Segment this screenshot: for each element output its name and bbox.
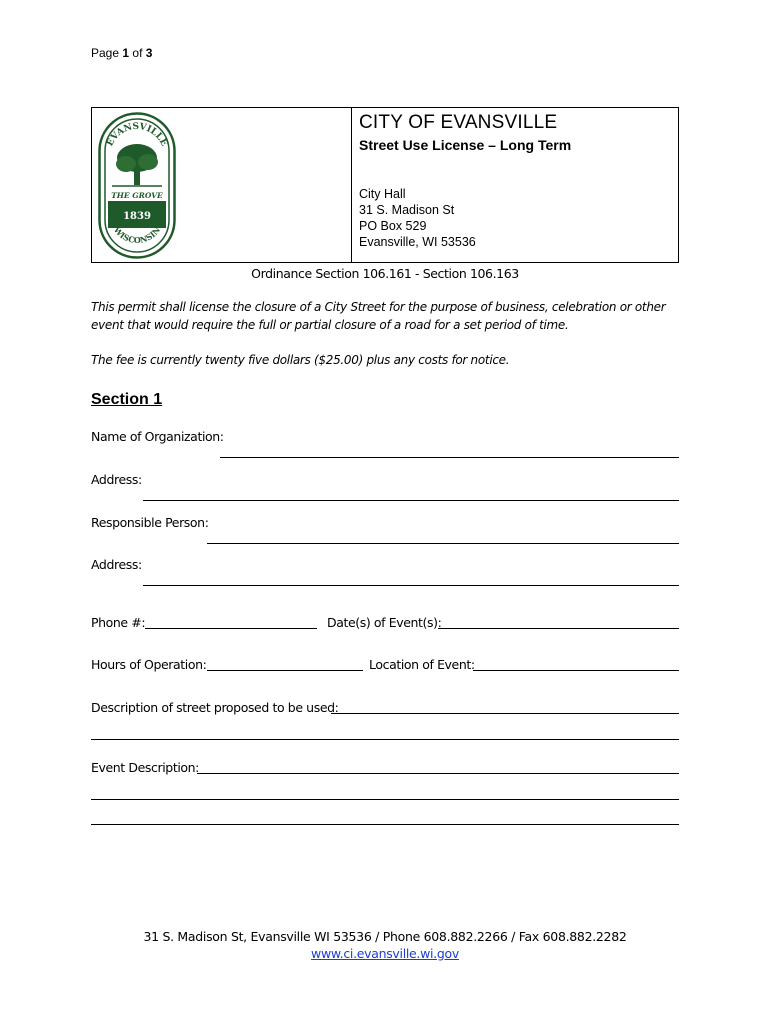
location-field[interactable] (473, 670, 679, 671)
svg-text:EVANSVILLE: EVANSVILLE (105, 121, 169, 148)
ordinance-reference: Ordinance Section 106.161 - Section 106.163 (251, 266, 519, 281)
event-dates-label: Date(s) of Event(s): (327, 615, 442, 630)
hours-label: Hours of Operation: (91, 657, 207, 672)
hours-field[interactable] (207, 670, 363, 671)
event-description-field[interactable] (197, 773, 679, 774)
svg-text:THE GROVE: THE GROVE (111, 191, 163, 200)
location-label: Location of Event: (369, 657, 475, 672)
address-label: Address: (91, 472, 142, 487)
city-seal-logo (98, 112, 176, 259)
license-title: Street Use License – Long Term (359, 137, 572, 153)
address-line: 31 S. Madison St (359, 203, 455, 217)
header-box (91, 107, 679, 263)
city-name: CITY OF EVANSVILLE (359, 112, 558, 133)
phone-label: Phone #: (91, 615, 146, 630)
page-label: Page (91, 46, 120, 60)
phone-field[interactable] (145, 628, 317, 629)
responsible-address-field[interactable] (143, 585, 679, 586)
address-line: Evansville, WI 53536 (359, 235, 476, 249)
svg-text:WISCONSIN: WISCONSIN (111, 224, 163, 246)
page-of: of (132, 46, 143, 60)
event-description-field-line[interactable] (91, 824, 679, 825)
svg-text:1839: 1839 (123, 211, 151, 222)
org-name-field[interactable] (220, 457, 679, 458)
page-current: 1 (122, 46, 130, 60)
header-divider (351, 108, 352, 262)
page-total: 3 (145, 46, 153, 60)
address-line: City Hall (359, 187, 406, 201)
responsible-person-field[interactable] (207, 543, 679, 544)
event-dates-field[interactable] (438, 628, 679, 629)
street-description-field-line[interactable] (91, 739, 679, 740)
website-link[interactable]: www.ci.evansville.wi.gov (311, 946, 459, 961)
org-name-label: Name of Organization: (91, 429, 224, 444)
event-description-label: Event Description: (91, 760, 199, 775)
street-description-field[interactable] (331, 713, 679, 714)
intro-paragraph: This permit shall license the closure of a City Street for the purpose of business, celebration or other event that would require the full or partial closure of a road for a set period of time. (91, 300, 666, 332)
footer-website (0, 946, 770, 961)
event-description-field-line[interactable] (91, 799, 679, 800)
street-description-label: Description of street proposed to be used: (91, 700, 339, 715)
responsible-address-label: Address: (91, 557, 142, 572)
page-number (91, 46, 152, 60)
footer-contact: 31 S. Madison St, Evansville WI 53536 / Phone 608.882.2266 / Fax 608.882.2282 (143, 929, 627, 944)
responsible-person-label: Responsible Person: (91, 515, 209, 530)
section-heading: Section 1 (91, 391, 163, 408)
address-field[interactable] (143, 500, 679, 501)
address-line: PO Box 529 (359, 219, 427, 233)
fee-paragraph: The fee is currently twenty five dollars ($25.00) plus any costs for notice. (91, 353, 510, 367)
